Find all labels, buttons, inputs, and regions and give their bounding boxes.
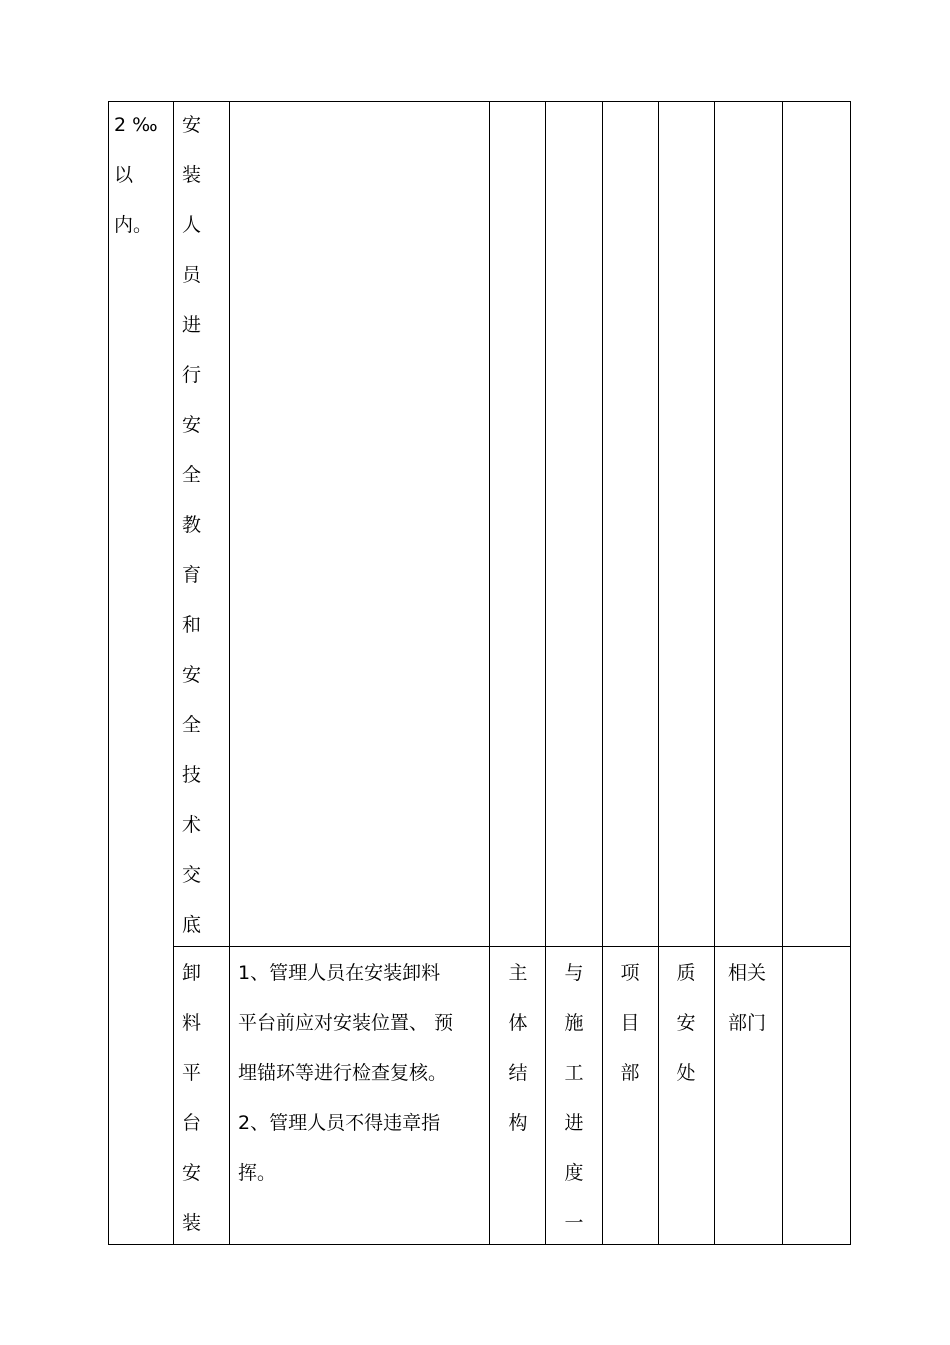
- vertical-char: 主: [508, 962, 528, 984]
- vertical-char: 进: [181, 314, 201, 336]
- vertical-char: 行: [181, 364, 201, 386]
- stage-cell: [499, 948, 537, 1148]
- vertical-char: 部: [620, 1062, 640, 1084]
- content-line: 1、管理人员在安装卸料: [238, 962, 441, 984]
- col-line-2: [229, 101, 230, 1245]
- vertical-char: 与: [564, 962, 584, 984]
- timing-cell: [555, 948, 593, 1248]
- content-line: 挥。: [238, 1162, 277, 1184]
- responsible-cell: [611, 948, 649, 1098]
- vertical-char: 料: [181, 1012, 201, 1034]
- content-line: 平台前应对安装位置、 预: [238, 1012, 454, 1034]
- vertical-char: 安: [676, 1012, 696, 1034]
- vertical-char: 底: [181, 914, 201, 936]
- dept-line: 相关: [728, 962, 767, 984]
- vertical-char: 安: [181, 414, 201, 436]
- vertical-char: 教: [181, 514, 201, 536]
- vertical-char: 构: [508, 1112, 528, 1134]
- tolerance-line: 以: [114, 164, 134, 186]
- vertical-char: 项: [620, 962, 640, 984]
- requirements-content-cell: [238, 948, 486, 1198]
- vertical-char: 平: [181, 1062, 201, 1084]
- col-line-5: [602, 101, 603, 1245]
- vertical-char: 结: [508, 1062, 528, 1084]
- col-line-0: [108, 101, 109, 1245]
- vertical-char: 全: [181, 464, 201, 486]
- vertical-char: 术: [181, 814, 201, 836]
- vertical-char: 施: [564, 1012, 584, 1034]
- vertical-char: 进: [564, 1112, 584, 1134]
- vertical-char: 安: [181, 664, 201, 686]
- vertical-char: 台: [181, 1112, 201, 1134]
- vertical-char: 装: [181, 1212, 201, 1234]
- col-line-9: [850, 101, 851, 1245]
- col-line-3: [489, 101, 490, 1245]
- vertical-char: 人: [181, 214, 201, 236]
- vertical-char: 育: [181, 564, 201, 586]
- tolerance-line: 2 ‰: [114, 114, 158, 136]
- vertical-char: 安: [181, 114, 201, 136]
- col-line-7: [714, 101, 715, 1245]
- vertical-char: 安: [181, 1162, 201, 1184]
- vertical-char: 和: [181, 614, 201, 636]
- vertical-char: 体: [508, 1012, 528, 1034]
- row-divider: [173, 946, 851, 947]
- vertical-char: 全: [181, 714, 201, 736]
- content-line: 埋锚环等进行检查复核。: [238, 1062, 448, 1084]
- tolerance-cell: [114, 100, 170, 250]
- content-line: 2、管理人员不得违章指: [238, 1112, 441, 1134]
- safety-education-cell: [174, 100, 209, 950]
- vertical-char: 交: [181, 864, 201, 886]
- cooperating-dept-cell: [728, 948, 780, 1048]
- platform-install-cell: [174, 948, 209, 1248]
- vertical-char: 处: [676, 1062, 696, 1084]
- table-border-top: [108, 101, 851, 102]
- vertical-char: 装: [181, 164, 201, 186]
- table-border-bottom: [108, 1244, 851, 1245]
- vertical-char: 工: [564, 1062, 584, 1084]
- vertical-char: 目: [620, 1012, 640, 1034]
- vertical-char: 技: [181, 764, 201, 786]
- vertical-char: 度: [564, 1162, 584, 1184]
- supervisor-cell: [667, 948, 705, 1098]
- col-line-4: [545, 101, 546, 1245]
- vertical-char: 卸: [181, 962, 201, 984]
- vertical-char: 员: [181, 264, 201, 286]
- dept-line: 部门: [728, 1012, 767, 1034]
- vertical-char: 质: [676, 962, 696, 984]
- col-line-8: [782, 101, 783, 1245]
- vertical-char: 一: [564, 1212, 584, 1234]
- tolerance-line: 内。: [114, 214, 153, 236]
- col-line-6: [658, 101, 659, 1245]
